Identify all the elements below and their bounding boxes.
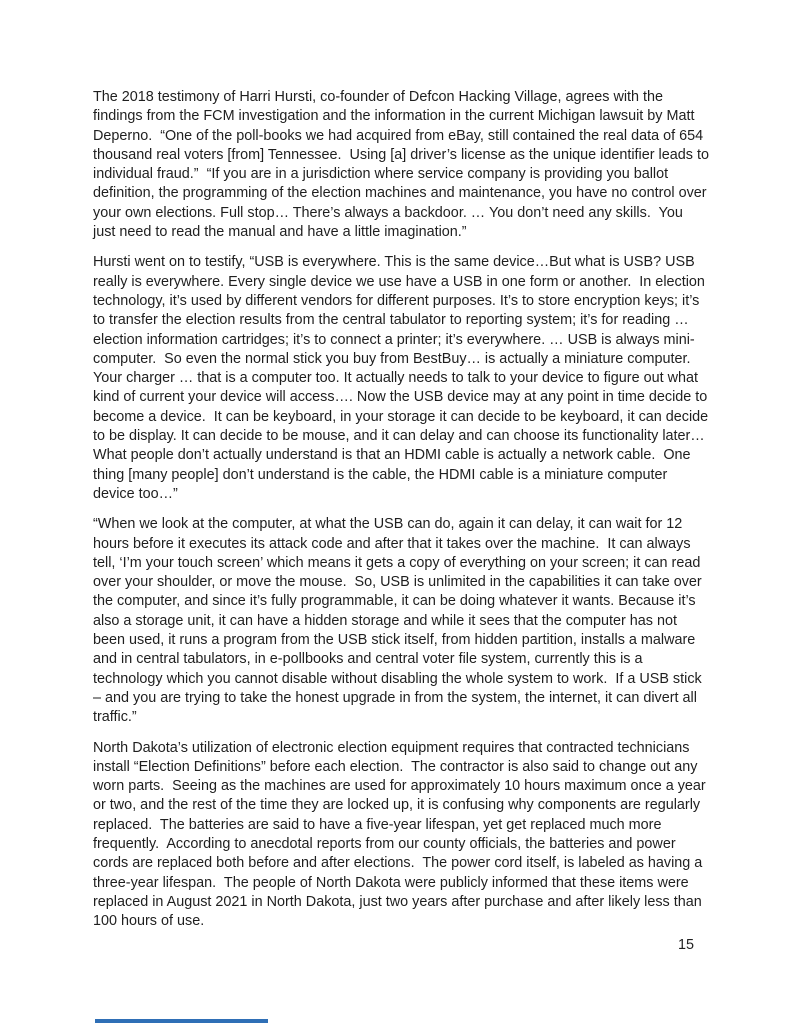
paragraph-hursti-testimony-intro: The 2018 testimony of Harri Hursti, co-founder of Defcon Hacking Village, agrees with the findings from the FCM investigation and the information in the current Michigan lawsuit by Matt Deperno. “One of the poll-books we had acquired from eBay, still contained the real data of 654 thousand real voters [from] Tennessee. Using [a] driver’s license as the unique identifier leads to individual fraud.” “If you are in a jurisdiction where service company is providing you ballot definition, the programming of the election machines and maintenance, you have no control over your own elections. Full stop… There’s always a backdoor. … You don’t need any skills. You just need to read the manual and have a little imagination.” [93, 89, 713, 241]
page-body-text [93, 88, 713, 942]
partial-hyperlink-line [95, 1019, 268, 1023]
paragraph-usb-attack-capabilities: “When we look at the computer, at what the USB can do, again it can delay, it can wait for 12 hours before it executes its attack code and after that it takes over the machine. It can always tell, ‘I’m your touch screen’ which means it gets a copy of everything on your screen; it can read over your shoulder, or move the mouse. So, USB is unlimited in the capabilities it can take over the computer, and since it’s fully programmable, it can be doing whatever it wants. Because it’s also a storage unit, it can have a hidden storage and while it sees that the computer has not been used, it runs a program from the USB stick itself, from hidden partition, installs a malware and in central tabulators, in e-pollbooks and central voter file system, currently this is a technology which you cannot disable without disabling the whole system to work. If a USB stick – and you are trying to take the honest upgrade in from the system, the internet, it can divert all traffic.” [93, 516, 706, 726]
paragraph-north-dakota-equipment: North Dakota’s utilization of electronic election equipment requires that contracted technicians install “Election Definitions” before each election. The contractor is also said to change out any worn parts. Seeing as the machines are used for approximately 10 hours maximum once a year or two, and the rest of the time they are locked up, it is confusing why components are regularly replaced. The batteries are said to have a five-year lifespan, yet get replaced much more frequently. According to anecdotal reports from our county officials, the batteries and power cords are replaced both before and after elections. The power cord itself, is labeled as having a three-year lifespan. The people of North Dakota were publicly informed that these items were replaced in August 2021 in North Dakota, just two years after purchase and after likely less than 100 hours of use. [93, 739, 710, 930]
paragraph-usb-is-everywhere: Hursti went on to testify, “USB is everywhere. This is the same device…But what is USB? USB really is everywhere. Every single device we use have a USB in one form or another. In election technology, it’s used by different vendors for different purposes. It’s to store encryption keys; it’s to transfer the election results from the central tabulator to reporting system; it’s for reading … election information cartridges; it’s to connect a printer; it’s everywhere. … USB is always mini-computer. So even the normal stick you buy from BestBuy… is actually a miniature computer. Your charger … that is a computer too. It actually needs to talk to your device to figure out what kind of current your device will access…. Now the USB device may at any point in time decide to become a device. It can be keyboard, in your storage it can decide to be keyboard, it can decide to be display. It can decide to be mouse, and it can delay and can choose its functionality later…What people don’t actually understand is that an HDMI cable is actually a network cable. One thing [many people] don’t understand is the cable, the HDMI cable is a miniature computer device too…” [93, 254, 713, 502]
page-number: 15 [678, 937, 695, 953]
